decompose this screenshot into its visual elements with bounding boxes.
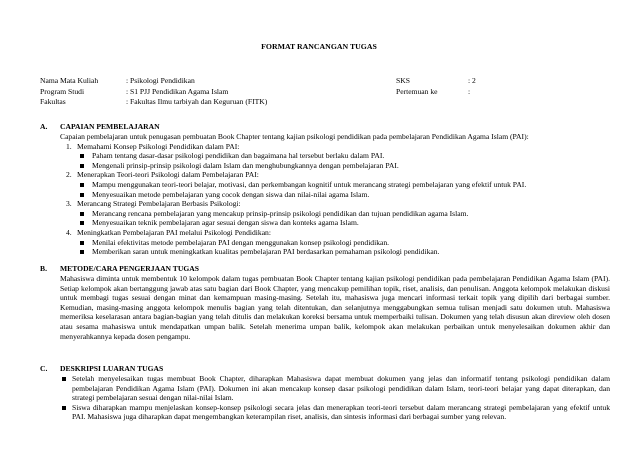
list-label: Meningkatkan Pembelajaran PAI melalui Psikologi Pendidikan: [77,227,271,237]
list-label: Memahami Konsep Psikologi Pendidikan dalam PAI: [77,141,240,151]
list-number: 1. [66,141,72,151]
list-label: Merancang Strategi Pembelajaran Berbasis Psikologi: [77,199,241,209]
list-item [66,170,610,180]
section-c-body [60,374,610,422]
square-bullet-icon [62,406,66,410]
list-item [66,142,610,152]
bullet-text: Mampu menggunakan teori-teori belajar, motivasi, dan perkembangan kognitif untuk merancang strategi pembelajaran yang efektif untuk PAI. [92,179,527,189]
square-bullet-icon [80,212,84,216]
section-b [40,264,610,341]
bullet-item [60,403,610,422]
meeting-label: Pertemuan ke [396,86,438,96]
program-label: Program Studi [40,86,85,96]
faculty-value: : Fakultas Ilmu tarbiyah dan Keguruan (FITK) [126,97,268,106]
faculty-label: Fakultas [40,97,66,106]
bullet-text: Setelah menyelesaikan tugas membuat Book Chapter, diharapkan Mahasiswa dapat membuat dokumen yang jelas dan informatif tentang psikologi pendidikan dalam pembelajaran Pendidikan Agama Islam (PAI). Dokumen ini akan mencakup konsep dasar psikologi pendidikan dalam Islam, teori-teori belajar yang dapat diterapkan, dan strategi pembelajaran sesuai dengan nilai-nilai Islam. [72,374,610,403]
section-c-letter: C. [40,364,48,373]
list-number: 2. [66,170,72,180]
bullet-item [66,209,610,219]
bullet-text: Merancang rencana pembelajaran yang mencakup prinsip-prinsip psikologi pendidikan dan tujuan pendidikan agama Islam. [92,208,469,218]
bullet-text: Mengenali prinsip-prinsip psikologi dalam Islam dan menghubungkannya dengan pembelajaran PAI. [92,160,399,170]
section-c-heading [40,364,610,374]
course-label: Nama Mata Kuliah [40,76,99,85]
course-value: : Psikologi Pendidikan [126,76,195,85]
bullet-item [66,238,610,248]
section-a-letter: A. [40,122,48,131]
square-bullet-icon [80,164,84,168]
bullet-item [66,247,610,257]
list-item [66,228,610,238]
bullet-text: Menyesuaikan metode pembelajaran yang cocok dengan siswa dan nilai-nilai agama Islam. [92,189,370,199]
section-b-letter: B. [40,264,47,273]
bullet-item [66,218,610,228]
square-bullet-icon [80,250,84,254]
square-bullet-icon [80,193,84,197]
bullet-item [66,190,610,200]
list-number: 4. [66,227,72,237]
bullet-text: Paham tentang dasar-dasar psikologi pendidikan dan bagaimana hal tersebut berlaku dalam PAI. [92,151,385,161]
meeting-value: : [468,86,471,96]
square-bullet-icon [80,221,84,225]
bullet-text: Menilai efektivitas metode pembelajaran PAI dengan menggunakan konsep psikologi pendidikan. [92,237,390,247]
bullet-text: Menyesuaikan teknik pembelajaran agar sesuai dengan siswa dan konteks agama Islam. [92,218,359,228]
info-row-program [40,87,600,98]
section-a [40,122,610,257]
document-title: FORMAT RANCANGAN TUGAS [261,42,377,51]
bullet-text: Memberikan saran untuk meningkatkan kualitas pembelajaran PAI berdasarkan pemahaman psikologi pendidikan. [92,247,440,257]
section-c [40,364,610,422]
square-bullet-icon [62,377,66,381]
bullet-item [66,151,610,161]
section-b-title: METODE/CARA PENGERJAAN TUGAS [60,264,199,273]
section-a-title: CAPAIAN PEMBELAJARAN [60,122,160,131]
square-bullet-icon [80,154,84,158]
course-info-block [40,76,600,108]
sks-label: SKS [396,76,410,85]
section-a-body [60,132,610,257]
square-bullet-icon [80,183,84,187]
list-item [66,199,610,209]
bullet-item [66,180,610,190]
section-b-heading [40,264,610,274]
bullet-text: Siswa diharapkan mampu menjelaskan konsep-konsep psikologi secara jelas dan menerapkan teori-teori tersebut dalam merancang strategi pembelajaran yang efektif untuk PAI. Mahasiswa juga diharapkan dapat mengembangkan keterampilan riset, analisis, dan sintesis informasi dari berbagai sumber yang relevan. [72,402,610,422]
section-a-intro: Capaian pembelajaran untuk penugasan pembuatan Book Chapter tentang kajian psikologi pendidikan pada pembelajaran Pendidikan Agama Islam (PAI): [60,132,529,141]
info-row-course [40,76,600,87]
info-row-faculty [40,97,600,108]
sks-value: : 2 [468,76,476,85]
section-b-paragraph: Mahasiswa diminta untuk membentuk 10 kelompok dalam tugas pembuatan Book Chapter tentang kajian psikologi pendidikan pada pembelajaran Pendidikan Agama Islam (PAI). Setiap kelompok akan bertanggung jawab atas satu bagian dari Book Chapter, yang mencakup pemilihan topik, riset, analisis, dan penulisan. Anggota kelompok melakukan diskusi untuk membagi tugas sesuai dengan minat dan kemampuan masing-masing. Setelah itu, mahasiswa juga mencari informasi terkait topik yang dipilih dari berbagai sumber. Kemudian, masing-masing anggota kelompok menulis bagian yang telah ditentukan, dan selanjutnya menggabungkan semua tulisan menjadi satu dokumen utuh. Mahasiswa memeriksa keselarasan antara bagian-bagian yang telah ditulis dan melakukan koreksi bersama untuk memperbaiki tulisan. Dokumen yang telah disusun akan direview oleh dosen atau sesama mahasiswa untuk mendapatkan umpan balik. Setelah menerima umpan balik, kelompok akan melakukan perbaikan untuk menyelesaikan dokumen akhir dan menyerahkannya kepada dosen pengampu. [60,274,610,341]
bullet-item [60,374,610,403]
bullet-item [66,161,610,171]
list-label: Menerapkan Teori-teori Psikologi dalam Pembelajaran PAI: [77,170,259,180]
list-number: 3. [66,199,72,209]
program-value: : S1 PJJ Pendidikan Agama Islam [126,86,229,96]
section-a-heading [40,122,610,132]
square-bullet-icon [80,241,84,245]
section-c-title: DESKRIPSI LUARAN TUGAS [60,364,164,373]
